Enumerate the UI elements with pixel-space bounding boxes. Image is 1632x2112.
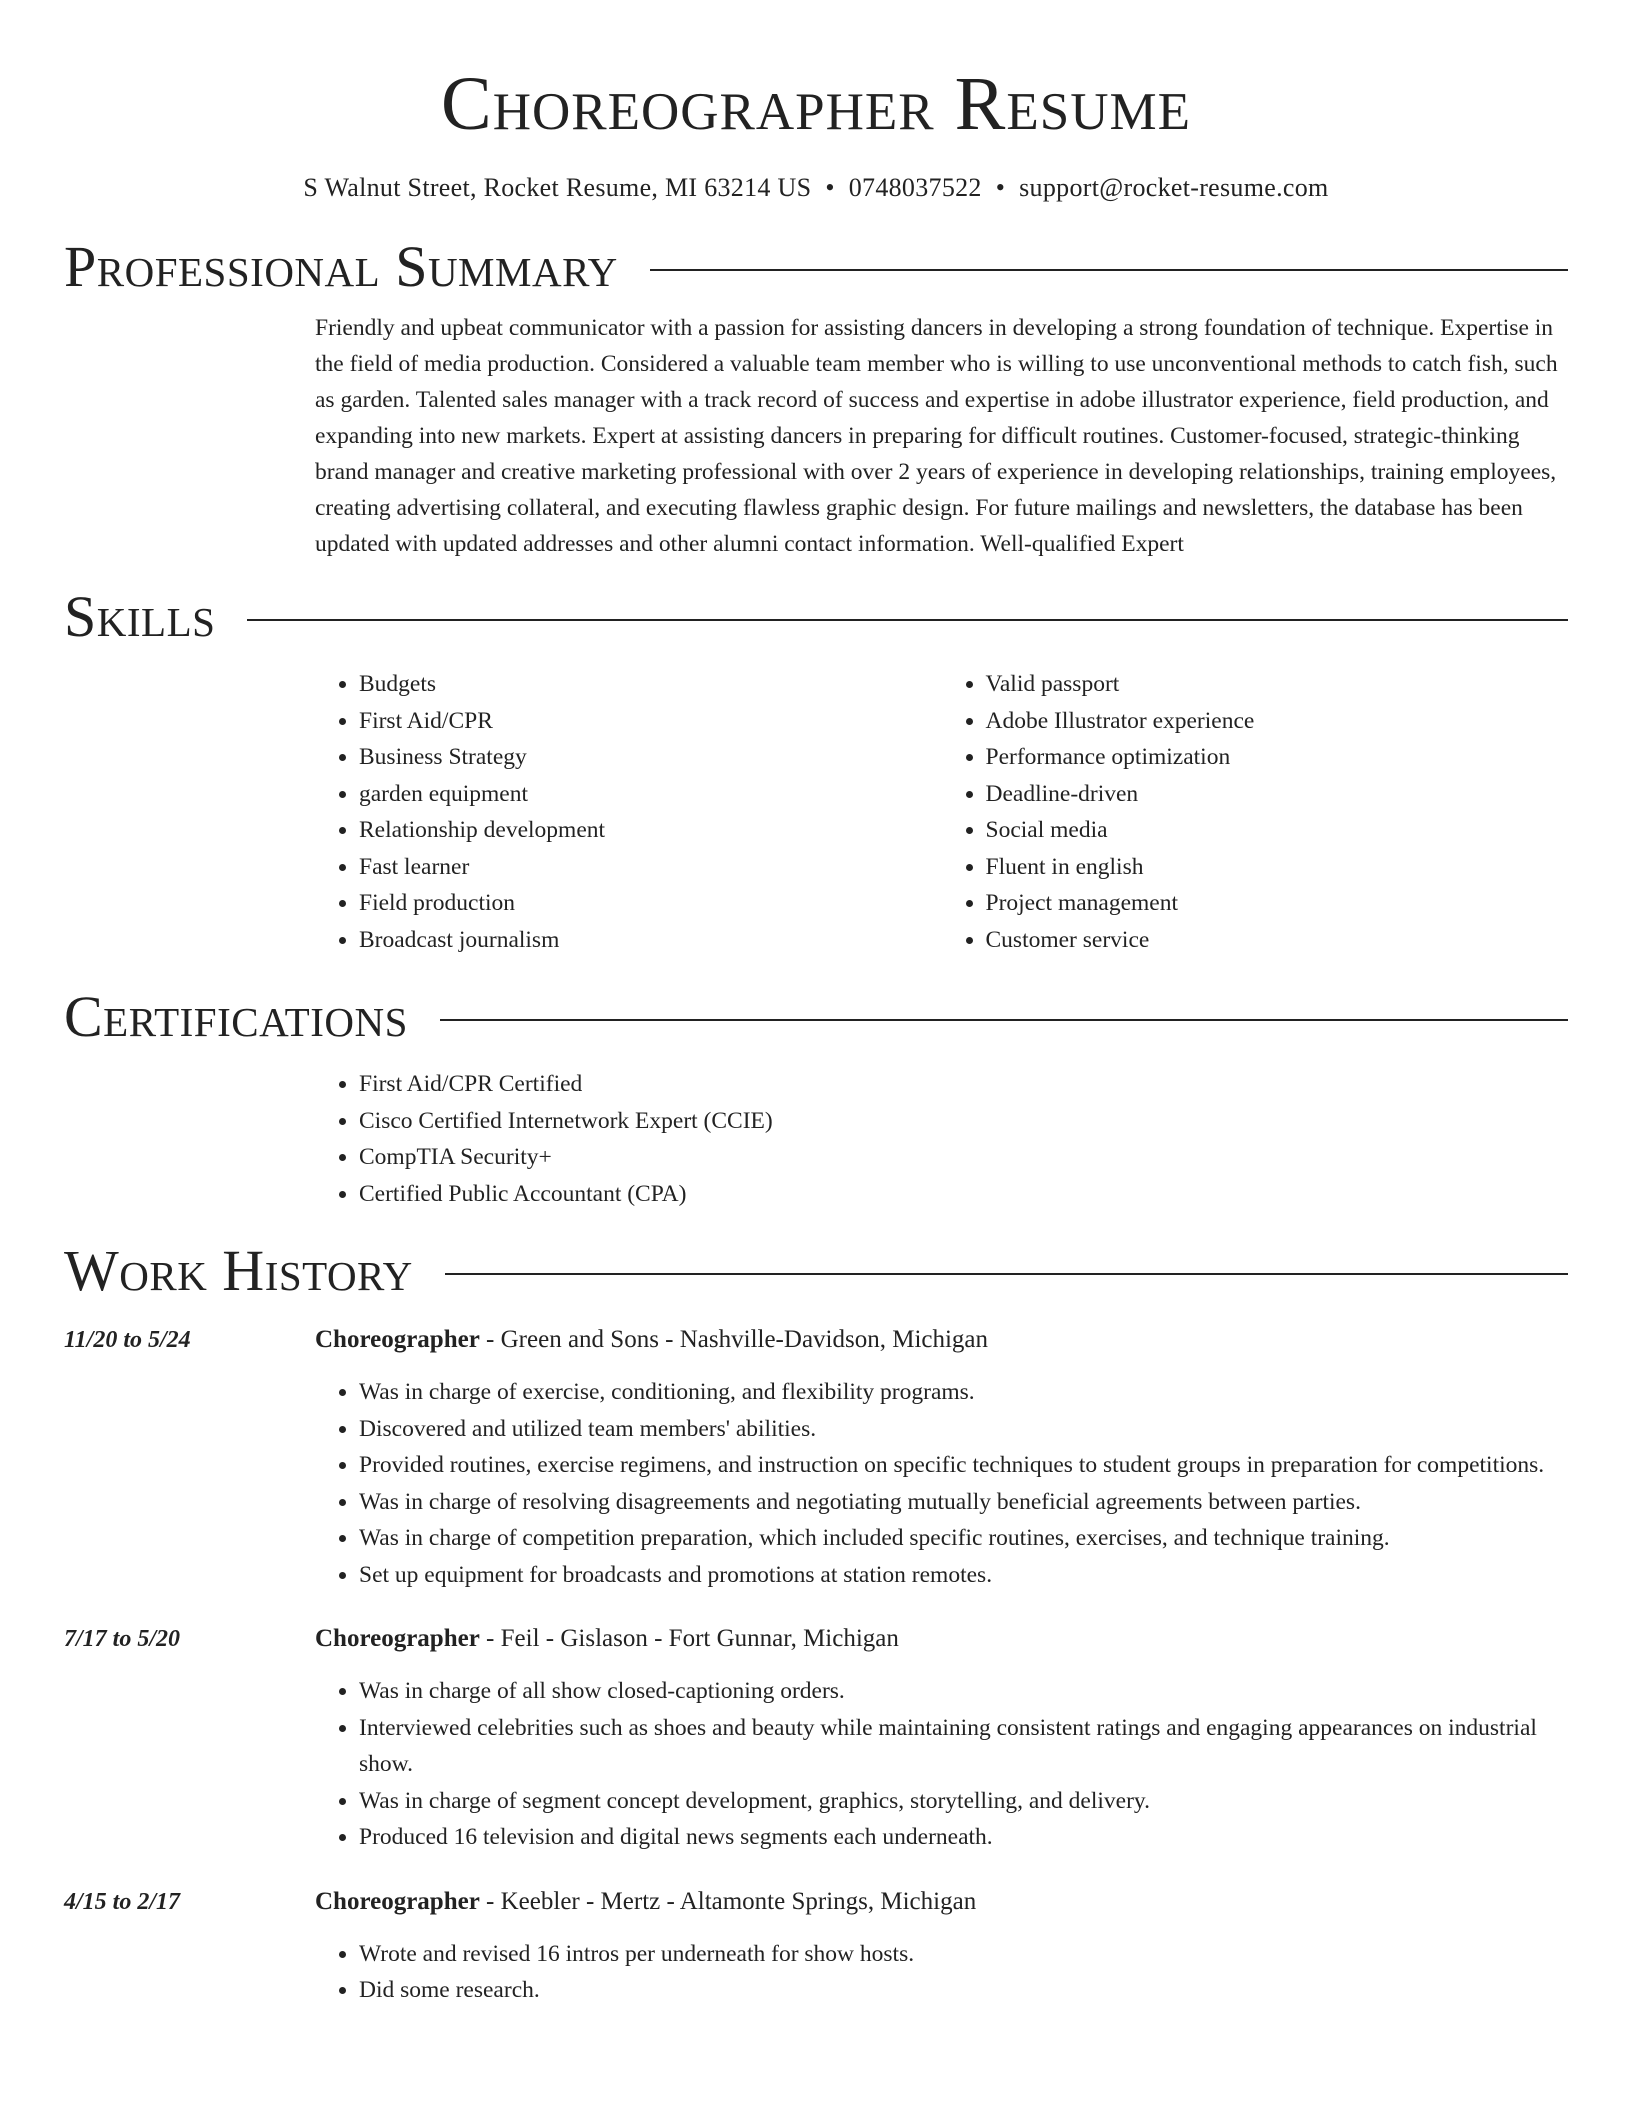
job-company: - Keebler - Mertz - Altamonte Springs, Michigan: [479, 1887, 977, 1915]
job-title: Choreographer: [315, 1887, 480, 1915]
job-duty: • Was in charge of segment concept development, graphics, storytelling, and delivery.: [359, 1783, 1568, 1820]
skill-item: • Fast learner: [359, 849, 942, 886]
job-duties: [315, 1936, 1568, 2009]
skills-heading: Skills: [64, 584, 216, 649]
job-role-line: [315, 1886, 1568, 1918]
job-duty: • Provided routines, exercise regimens, and instruction on specific techniques to student groups in preparation for competitions.: [359, 1447, 1568, 1484]
job-company: - Feil - Gislason - Fort Gunnar, Michigan: [479, 1625, 899, 1652]
job-detail: [315, 1623, 1568, 1856]
job-duties: [315, 1673, 1568, 1856]
work-heading: Work History: [64, 1238, 413, 1303]
job-role-line: [315, 1623, 1568, 1655]
job-entry: [64, 1886, 1568, 2009]
skill-item: • Fluent in english: [986, 849, 1569, 886]
job-dates: 11/20 to 5/24: [64, 1327, 191, 1353]
summary-body: [315, 310, 1568, 562]
summary-heading: Professional Summary: [64, 234, 618, 299]
section-divider: [445, 1273, 1568, 1275]
job-duty: • Wrote and revised 16 intros per underneath for show hosts.: [359, 1936, 1568, 1973]
summary-section-header: [64, 234, 1568, 300]
certification-item: • Cisco Certified Internetwork Expert (CCIE): [359, 1103, 1568, 1140]
contact-separator: •: [825, 173, 835, 202]
skills-column-left: [315, 666, 942, 958]
skill-item: • Adobe Illustrator experience: [986, 703, 1569, 740]
job-detail: [315, 1324, 1568, 1593]
contact-phone: 0748037522: [848, 173, 982, 202]
skill-item: • Performance optimization: [986, 739, 1569, 776]
contact-line: [0, 172, 1632, 204]
resume-title: Choreographer Resume: [441, 62, 1191, 146]
skill-item: • garden equipment: [359, 776, 942, 813]
certification-item: • CompTIA Security+: [359, 1139, 1568, 1176]
work-section-header: [64, 1238, 1568, 1304]
job-duty: • Produced 16 television and digital news segments each underneath.: [359, 1819, 1568, 1856]
contact-email: support@rocket-resume.com: [1019, 173, 1329, 202]
skills-section-header: [64, 584, 1568, 650]
skill-item: • Budgets: [359, 666, 942, 703]
contact-separator: •: [995, 173, 1006, 202]
job-title: Choreographer: [315, 1625, 480, 1652]
job-detail: [315, 1886, 1568, 2009]
certifications-section-header: [64, 984, 1568, 1050]
skill-item: • Business Strategy: [359, 739, 942, 776]
certification-item: • First Aid/CPR Certified: [359, 1066, 1568, 1103]
section-divider: [440, 1019, 1568, 1021]
section-divider: [247, 619, 1568, 621]
skill-item: • Deadline-driven: [986, 776, 1569, 813]
contact-address: S Walnut Street, Rocket Resume, MI 63214 US: [303, 173, 812, 202]
skill-item: • First Aid/CPR: [359, 703, 942, 740]
job-duty: • Interviewed celebrities such as shoes and beauty while maintaining consistent ratings and engaging appearances on industrial show.: [359, 1710, 1568, 1783]
skill-item: • Customer service: [986, 922, 1569, 959]
job-company: - Green and Sons - Nashville-Davidson, Michigan: [479, 1326, 989, 1353]
job-duty: • Was in charge of resolving disagreements and negotiating mutually beneficial agreements between parties.: [359, 1484, 1568, 1521]
certifications-heading: Certifications: [64, 984, 408, 1049]
job-duties: [315, 1374, 1568, 1593]
job-entry: [64, 1324, 1568, 1593]
skills-column-right: [942, 666, 1569, 958]
job-dates: 4/15 to 2/17: [64, 1888, 181, 1915]
job-duty: • Set up equipment for broadcasts and promotions at station remotes.: [359, 1557, 1568, 1594]
job-dates: 7/17 to 5/20: [64, 1626, 181, 1652]
skills-list: [315, 666, 1568, 958]
job-duty: • Discovered and utilized team members' abilities.: [359, 1411, 1568, 1448]
job-role-line: [315, 1324, 1568, 1356]
job-duty: • Was in charge of all show closed-captioning orders.: [359, 1673, 1568, 1710]
job-title: Choreographer: [315, 1326, 480, 1353]
job-duty: • Was in charge of exercise, conditioning, and flexibility programs.: [359, 1374, 1568, 1411]
skill-item: • Broadcast journalism: [359, 922, 942, 959]
job-entry: [64, 1623, 1568, 1856]
skill-item: • Social media: [986, 812, 1569, 849]
skill-item: • Field production: [359, 885, 942, 922]
section-divider: [650, 269, 1568, 271]
skill-item: • Project management: [986, 885, 1569, 922]
job-duty: • Did some research.: [359, 1972, 1568, 2009]
certification-item: • Certified Public Accountant (CPA): [359, 1176, 1568, 1213]
certifications-body: [315, 1066, 1568, 1212]
certifications-list: [315, 1066, 1568, 1212]
skill-item: • Relationship development: [359, 812, 942, 849]
skill-item: • Valid passport: [986, 666, 1569, 703]
job-duty: • Was in charge of competition preparation, which included specific routines, exercises, and technique training.: [359, 1520, 1568, 1557]
summary-text: Friendly and upbeat communicator with a passion for assisting dancers in developing a strong foundation of technique. Expertise in the field of media production. Considered a valuable team member who is willing to use unconventional methods to catch fish, such as garden. Talented sales manager with a track record of success and expertise in adobe illustrator experience, field production, and expanding into new markets. Expert at assisting dancers in preparing for difficult routines. Customer-focused, strategic-thinking brand manager and creative marketing professional with over 2 years of experience in developing relationships, training employees, creating advertising collateral, and executing flawless graphic design. For future mailings and newsletters, the database has been updated with updated addresses and other alumni contact information. Well-qualified Expert: [315, 315, 1558, 557]
